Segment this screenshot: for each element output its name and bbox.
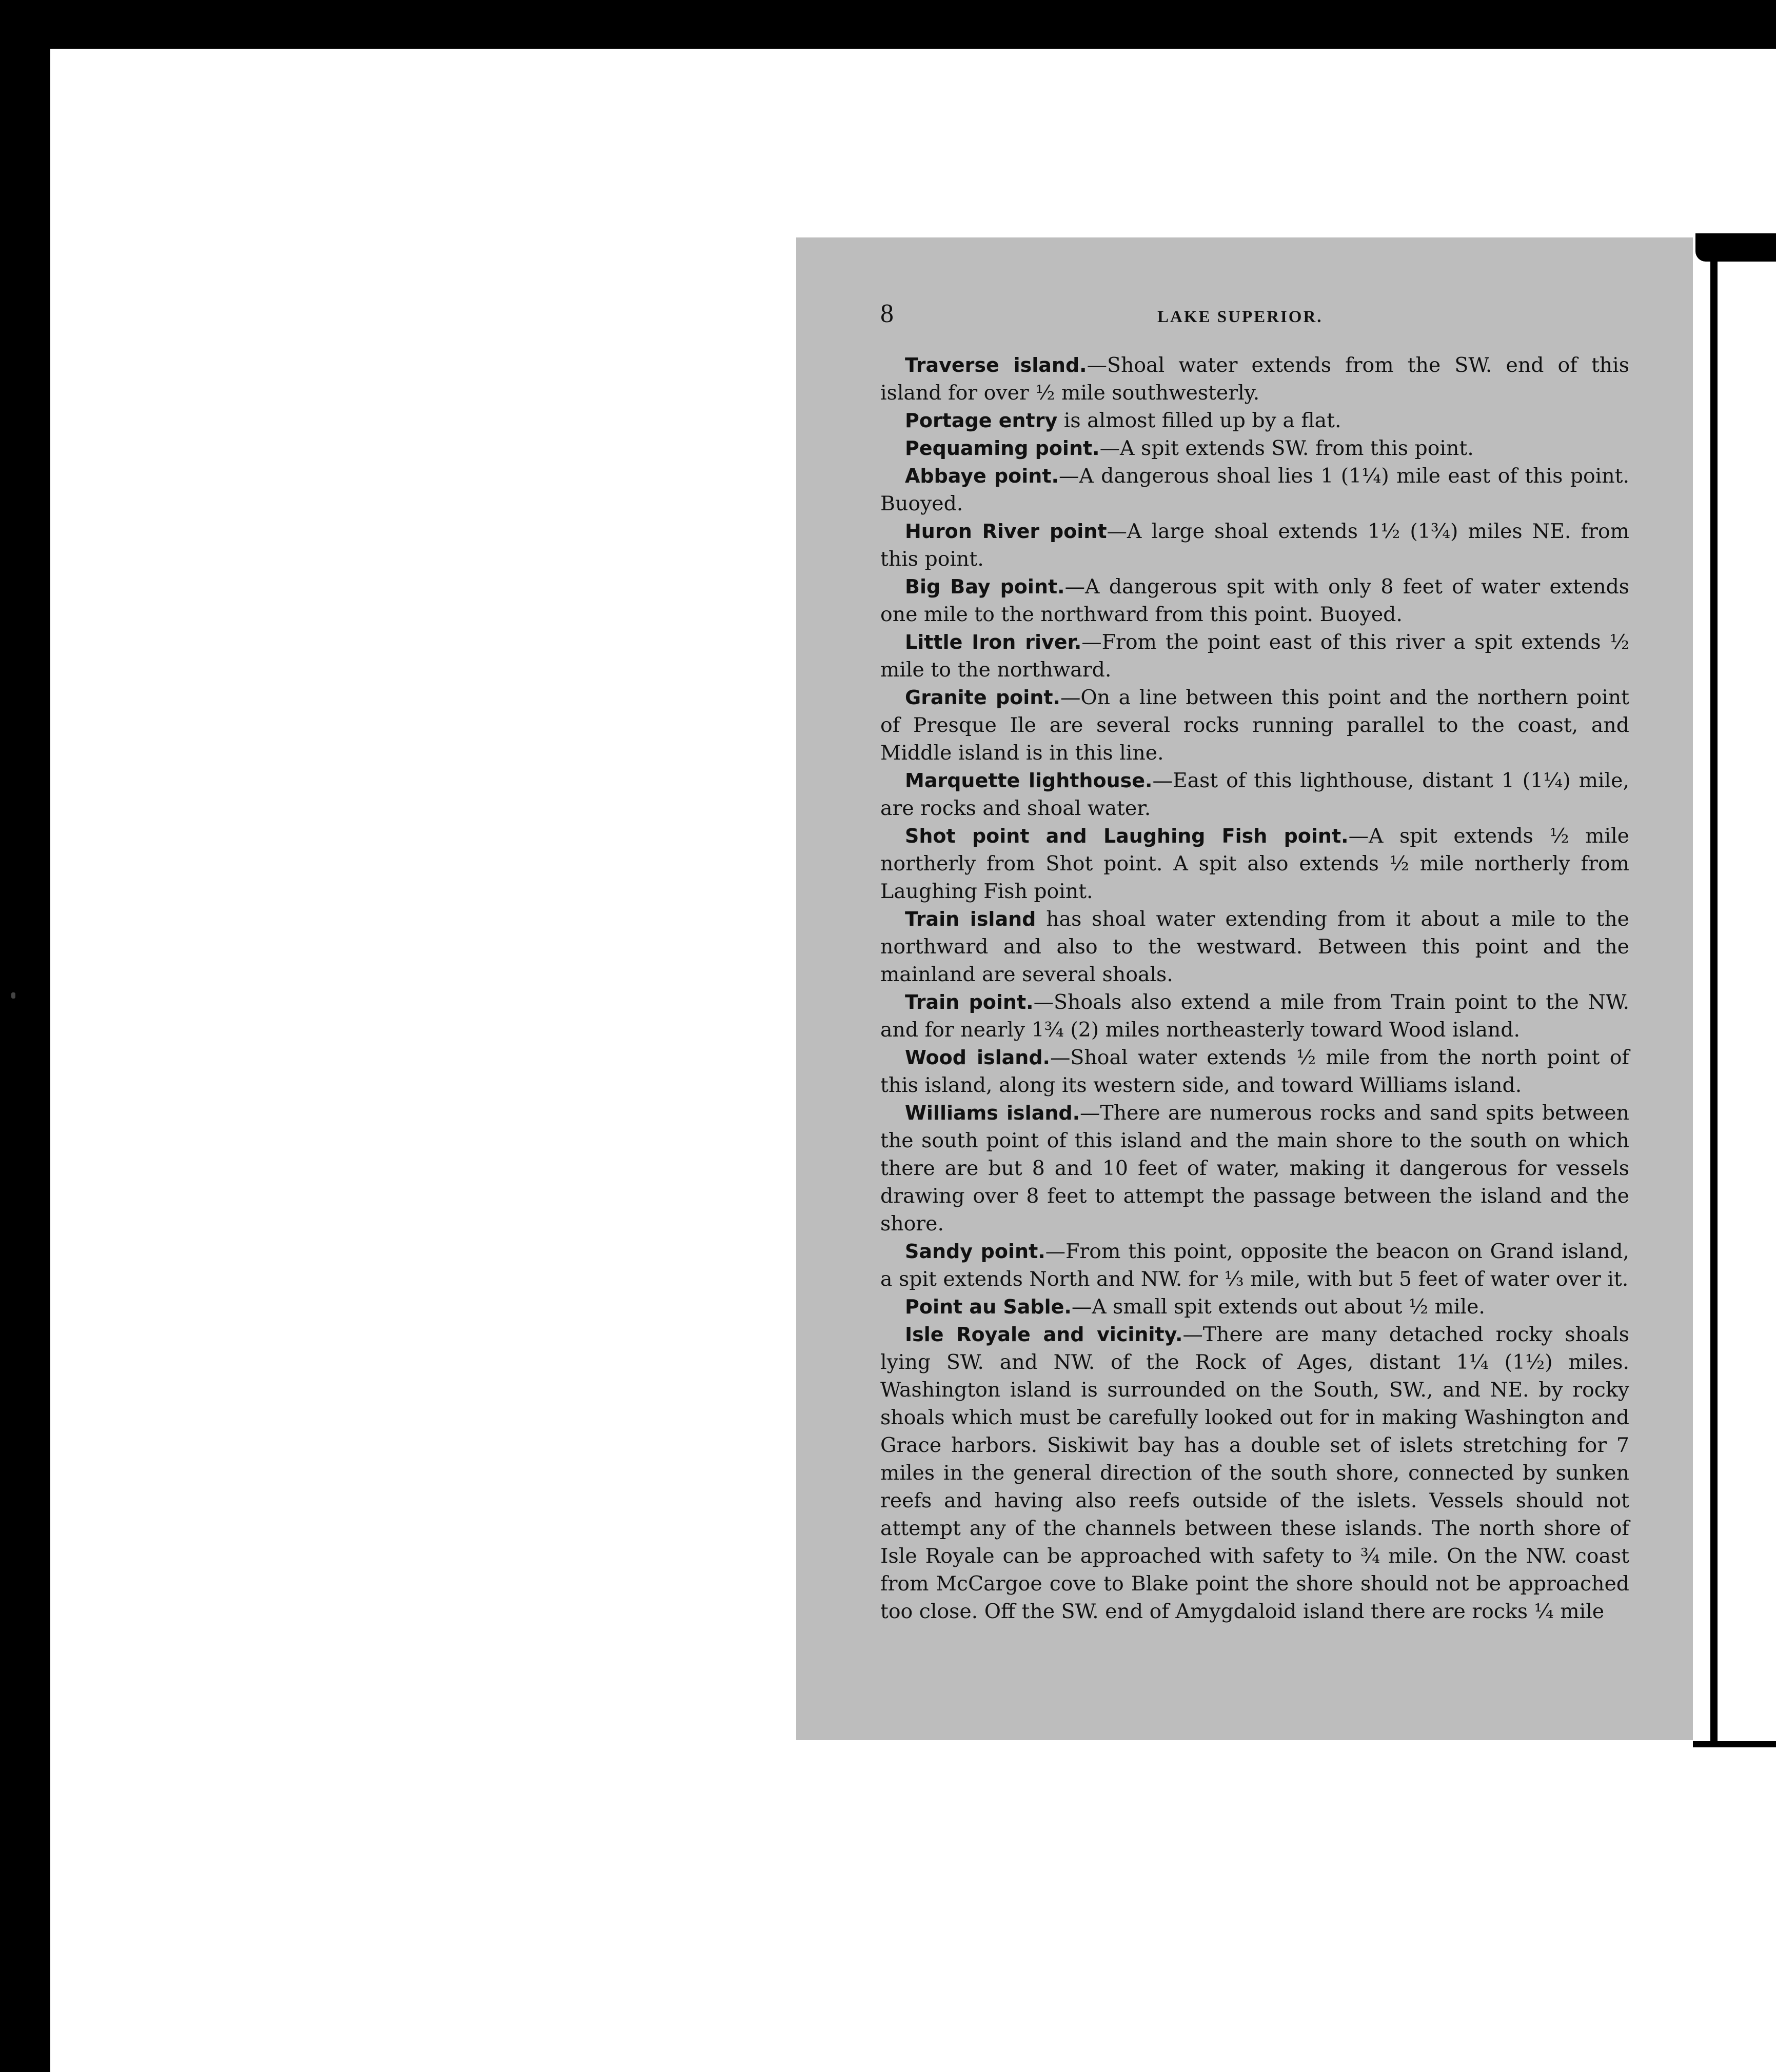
entry-abbaye-point (880, 462, 1629, 517)
page-number: 8 (880, 299, 894, 328)
entry-text: —Shoals also extend a mile from Train point to the NW. and for nearly 1¾ (2) miles northeasterly toward Wood island. (880, 990, 1629, 1042)
entry-heading: Point au Sable. (905, 1296, 1072, 1318)
entry-text: has shoal water extending from it about a mile to the northward and also to the westward. Between this point and the mainland are several shoals. (880, 907, 1629, 986)
scan-border-top (0, 0, 1776, 49)
running-title: LAKE SUPERIOR. (1157, 308, 1323, 326)
entry-little-iron-river (880, 628, 1629, 684)
adjacent-page-edge (1693, 233, 1776, 1751)
entry-heading: Huron River point (905, 520, 1107, 543)
binding-bar (1710, 259, 1718, 1746)
page-text (880, 300, 1629, 1625)
entry-text: —From the point east of this river a spit extends ½ mile to the northward. (880, 630, 1629, 682)
entry-text: —A dangerous spit with only 8 feet of water extends one mile to the northward from this point. Buoyed. (880, 575, 1630, 626)
entry-heading: Shot point and Laughing Fish point. (905, 825, 1349, 847)
entry-big-bay-point (880, 573, 1629, 628)
entry-marquette-lighthouse (880, 767, 1629, 822)
binding-bar-top (1695, 233, 1776, 262)
entry-text: —On a line between this point and the northern point of Presque Ile are several rocks running parallel to the coast, and Middle island is in this line. (880, 686, 1629, 765)
entry-heading: Sandy point. (905, 1240, 1045, 1263)
entry-train-island (880, 905, 1629, 988)
scan-speck (11, 992, 15, 999)
entry-portage-entry (880, 407, 1629, 434)
entry-sandy-point (880, 1238, 1629, 1293)
entry-text: —East of this lighthouse, distant 1 (1¼) mile, are rocks and shoal water. (880, 769, 1629, 820)
entry-granite-point (880, 684, 1629, 767)
entry-heading: Little Iron river. (905, 631, 1082, 653)
entry-text: is almost filled up by a flat. (1057, 409, 1341, 432)
scan-border-corner (1765, 0, 1776, 21)
entry-heading: Big Bay point. (905, 575, 1065, 598)
entry-pequaming-point (880, 434, 1629, 462)
entry-heading: Train island (905, 908, 1036, 930)
entry-text: —From this point, opposite the beacon on Grand island, a spit extends North and NW. for ⅓ mile, with but 5 feet of water over it. (880, 1240, 1629, 1291)
entry-text: —A small spit extends out about ½ mile. (1071, 1295, 1485, 1319)
entry-heading: Marquette lighthouse. (905, 769, 1153, 792)
entry-wood-island (880, 1044, 1629, 1099)
entry-isle-royale (880, 1321, 1629, 1625)
entry-heading: Traverse island. (905, 354, 1087, 376)
entry-text: —A dangerous shoal lies 1 (1¼) mile east of this point. Buoyed. (880, 464, 1629, 515)
entry-text: —There are many detached rocky shoals lying SW. and NW. of the Rock of Ages, distant 1¼ (1½) miles. Washington island is surrounded on the South, SW., and NE. by rocky shoals which must be carefully looked out for in making Washington and Grace harbors. Siskiwit bay has a double set of islets stretching for 7 miles in the general direction of the south shore, connected by sunken reefs and having also reefs outside of the islets. Vessels should not attempt any of the channels between these islands. The north shore of Isle Royale can be approached with safety to ¾ mile. On the NW. coast from McCargoe cove to Blake point the shore should not be approached too close. Off the SW. end of Amygdaloid island there are rocks ¼ mile (880, 1323, 1629, 1623)
scan-border-left (0, 0, 50, 2072)
entry-text: —There are numerous rocks and sand spits between the south point of this island and the main shore to the south on which there are but 8 and 10 feet of water, making it dangerous for vessels drawing over 8 feet to attempt the passage between the island and the shore. (880, 1101, 1629, 1236)
entry-text: —A large shoal extends 1½ (1¾) miles NE. from this point. (880, 520, 1629, 571)
entry-text: —A spit extends ½ mile northerly from Shot point. A spit also extends ½ mile northerly from Laughing Fish point. (880, 824, 1629, 903)
entry-heading: Abbaye point. (905, 465, 1059, 487)
entry-heading: Wood island. (905, 1046, 1050, 1069)
entry-williams-island (880, 1099, 1629, 1238)
entry-huron-river-point (880, 517, 1629, 573)
entry-point-au-sable (880, 1293, 1629, 1321)
page-header (880, 300, 1629, 351)
entry-shot-point (880, 822, 1629, 905)
entry-heading: Williams island. (905, 1102, 1080, 1124)
entry-train-point (880, 988, 1629, 1044)
entry-text: —A spit extends SW. from this point. (1099, 436, 1474, 460)
entry-text: —Shoal water extends from the SW. end of this island for over ½ mile southwesterly. (880, 353, 1629, 405)
entry-traverse-island (880, 351, 1629, 407)
entry-text: —Shoal water extends ½ mile from the north point of this island, along its western side, and toward Williams island. (880, 1046, 1629, 1097)
binding-bar-bottom (1693, 1741, 1776, 1747)
entry-heading: Pequaming point. (905, 437, 1100, 460)
entry-heading: Train point. (905, 991, 1034, 1013)
entry-heading: Granite point. (905, 686, 1060, 709)
entry-heading: Isle Royale and vicinity. (905, 1323, 1183, 1346)
entry-heading: Portage entry (905, 409, 1058, 432)
